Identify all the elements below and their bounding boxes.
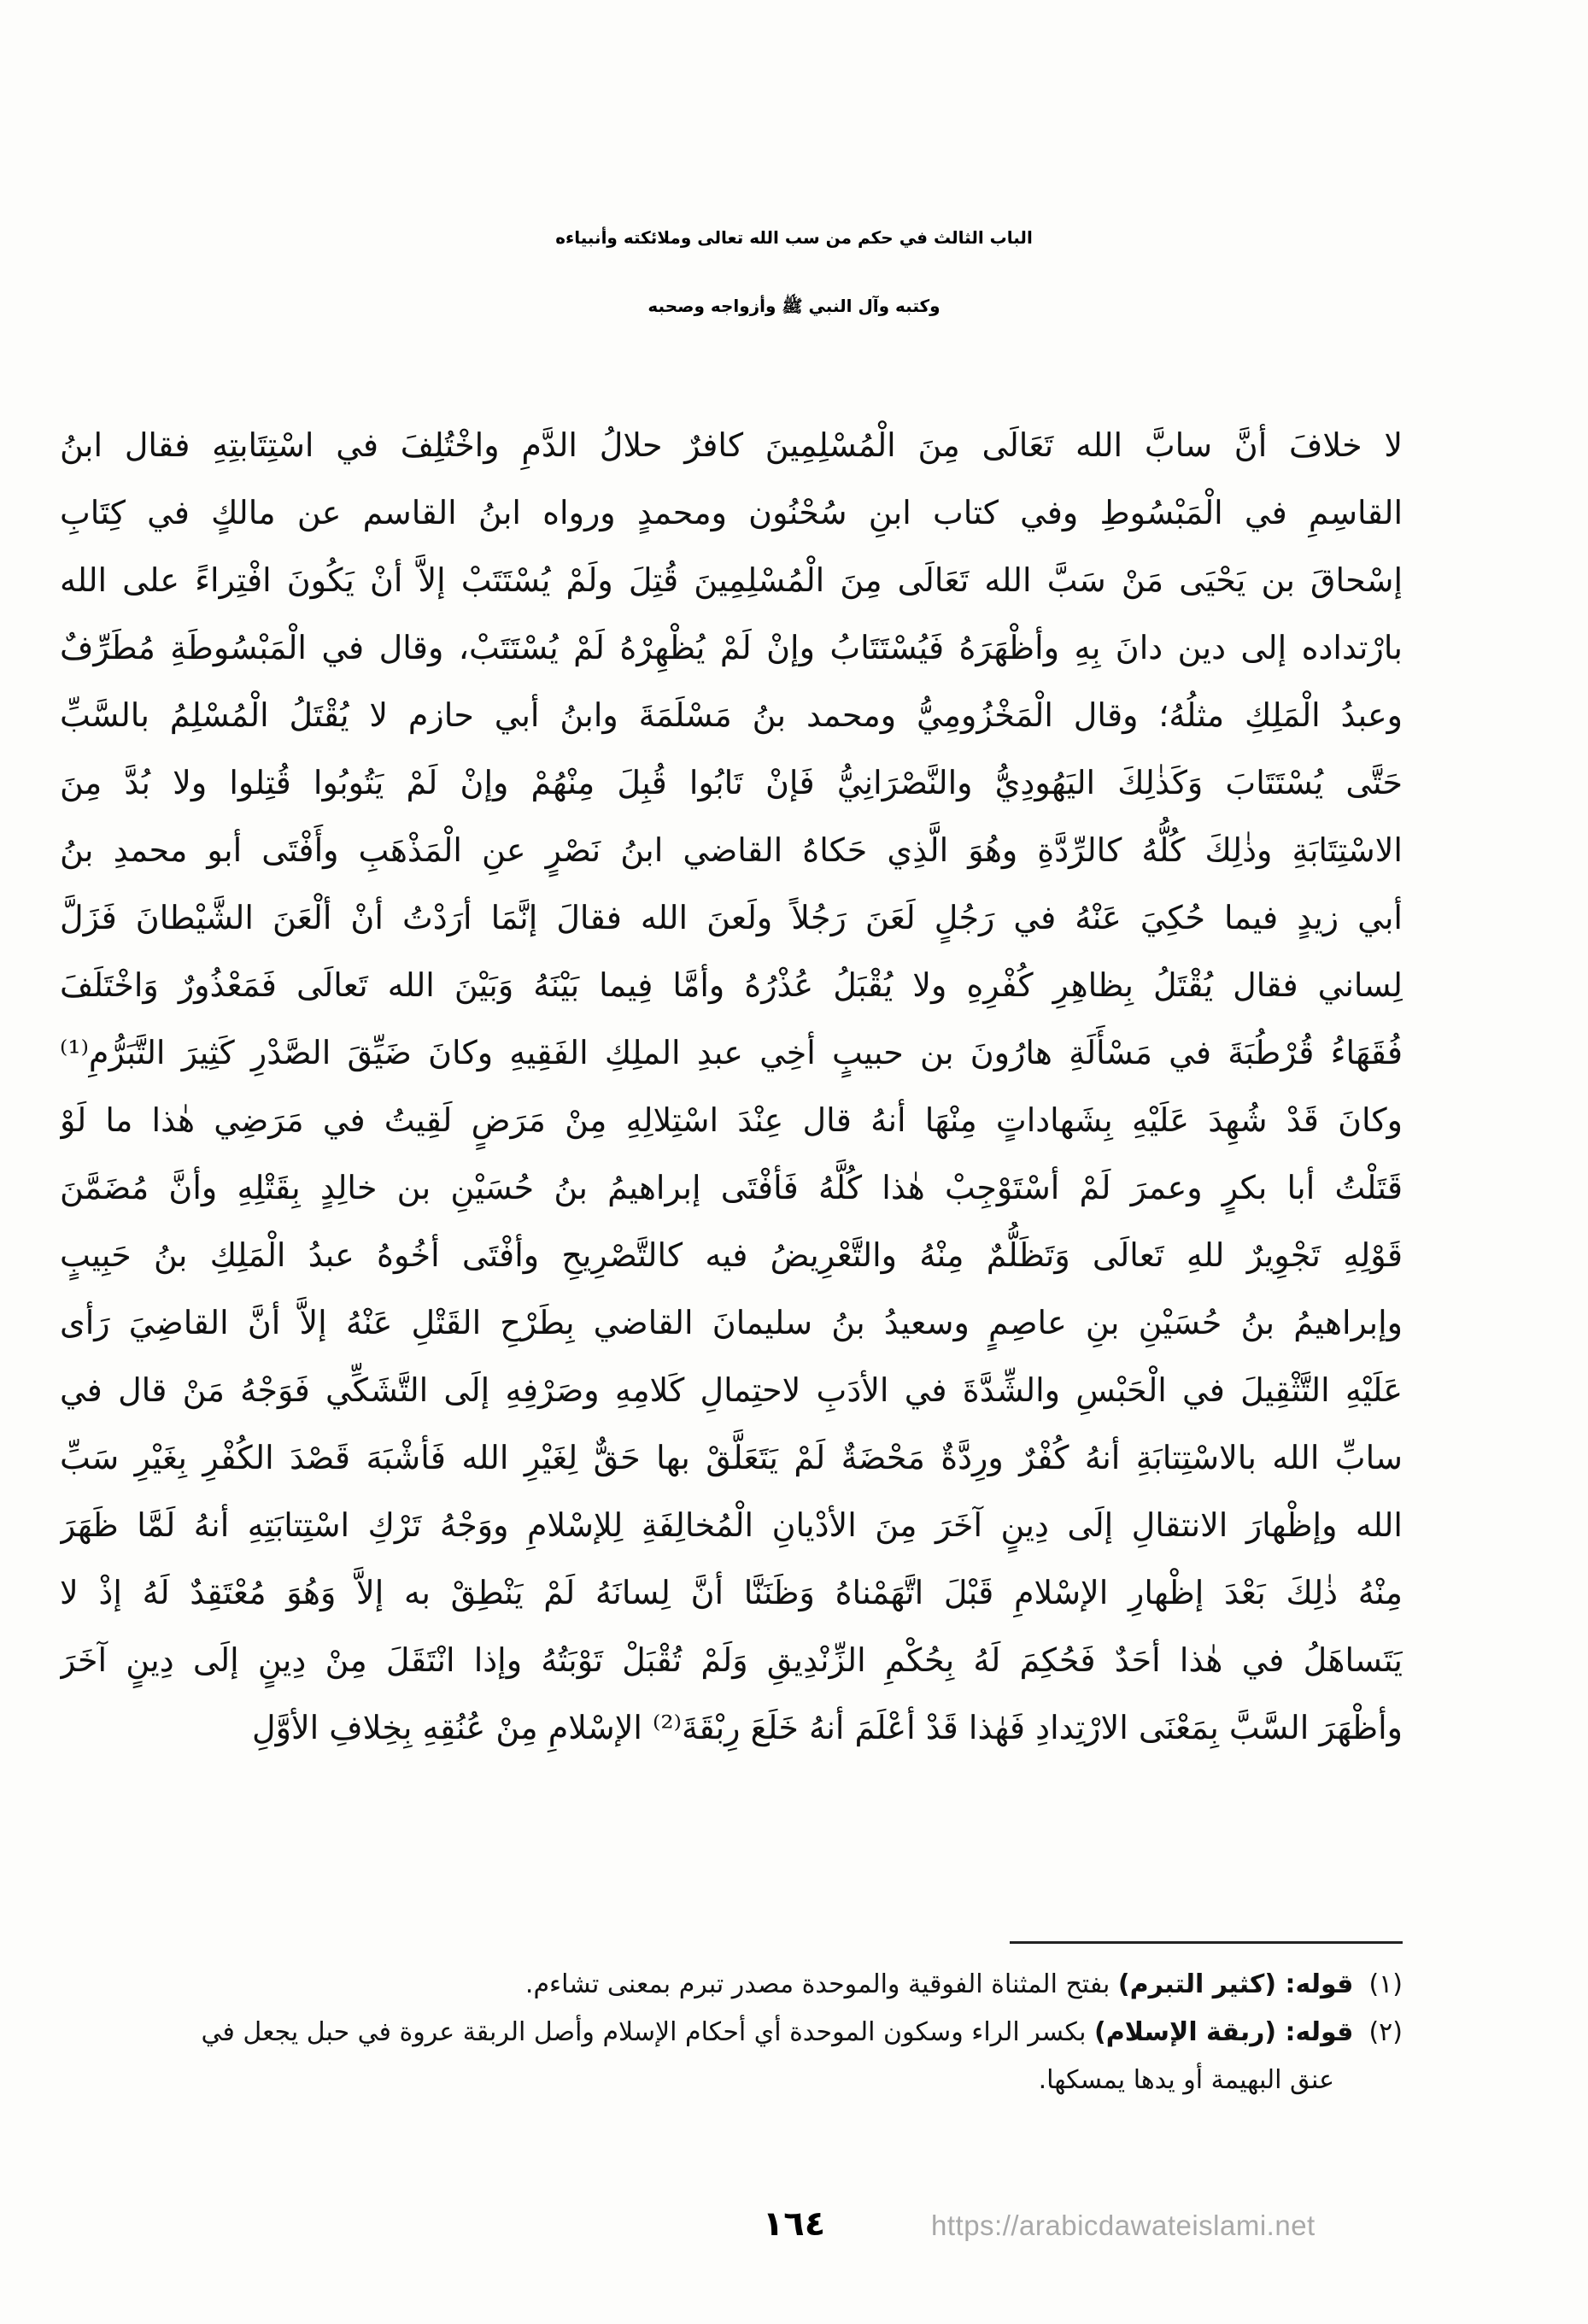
body-line: قَتَلْتُ أبا بكرٍ وعمرَ لَمْ أسْتَوْجِبْ هٰذا كُلَّهُ فَأفْتَى إبراهيمُ بنُ حُسَيْنِ بن خالِدٍ بِقَتْلِهِ وأنَّ مُضَمَّنَ: [60, 1169, 1403, 1206]
body-line: لا خلافَ أنَّ سابَّ الله تَعَالَى مِنَ الْمُسْلِمِينَ كافرٌ حلالُ الدَّمِ واخْتُلِفَ في اسْتِتَابتِهِ فقال ابنُ: [60, 426, 1403, 464]
body-line: بارْتداده إلى دين دانَ بِهِ وأظْهَرَهُ فَيُسْتَتَابُ وإنْ لَمْ يُظْهِرْهُ لَمْ يُسْتَتَبْ، وقال في الْمَبْسُوطَةِ مُطَرِّفٌ: [60, 629, 1403, 666]
footnote-number: (٢): [1368, 2017, 1403, 2047]
chapter-heading-line-1: الباب الثالث في حكم من سب الله تعالى وملائكته وأنبياءه: [555, 227, 1033, 248]
body-line: مِنْهُ ذٰلِكَ بَعْدَ إظْهارِ الإسْلامِ قَبْلَ اتَّهَمْناهُ وَظَنَنَّا أنَّ لِسانَهُ لَمْ يَنْطِقْ به إلاَّ وَهُوَ مُعْتَقِدٌ لَهُ إذْ لا: [60, 1574, 1403, 1611]
body-line: القاسِمِ في الْمَبْسُوطِ وفي كتاب ابنِ سُحْنُون ومحمدٍ ورواه ابنُ القاسم عن مالكٍ في كِتَابِ: [60, 494, 1403, 531]
body-line: قَوْلِهِ تَجْوِيرٌ للهِ تَعالَى وَتَظَلُّمٌ مِنْهُ والتَّعْرِيضُ فيه كالتَّصْرِيحِ وأفْتَى أخُوهُ عبدُ الْمَلِكِ بنُ حَبِيبٍ: [60, 1236, 1403, 1274]
body-line: وأظْهَرَ السَّبَّ بِمَعْنَى الارْتِدادِ فَهٰذا قَدْ أعْلَمَ أنهُ خَلَعَ رِبْقَةَ⁽²⁾ الإسْلامِ مِنْ عُنُقِهِ بِخِلافِ الأوَّلِ: [252, 1709, 1403, 1746]
body-line: وإبراهيمُ بنُ حُسَيْنِ بنِ عاصِمٍ وسعيدُ بنُ سليمانَ القاضي بِطَرْحِ القَتْلِ عَنْهُ إلاَّ أنَّ القاضِيَ رَأى: [60, 1304, 1403, 1341]
body-line: حَتَّى يُسْتَتَابَ وَكَذٰلِكَ اليَهُودِيُّ والنَّصْرَانِيُّ فَإنْ تَابُوا قُبِلَ مِنْهُمْ وإنْ لَمْ يَتُوبُوا قُتِلوا ولا بُدَّ مِنَ: [60, 764, 1403, 801]
footnote-2: [60, 2009, 1403, 2104]
body-line: لِساني فقال يُقْتَلُ بِظاهِرِ كُفْرِهِ ولا يُقْبَلُ عُذْرُهُ وأمَّا فِيما بَيْنَهُ وَبَيْنَ الله تَعالَى فَمَعْذُورٌ وَاخْتَلَفَ: [60, 966, 1403, 1004]
body-line: الاسْتِتَابَةِ وذٰلِكَ كُلُّهُ كالرِّدَّةِ وهُوَ الَّذِي حَكاهُ القاضي ابنُ نَصْرٍ عنِ الْمَذْهَبِ وأَفْتَى أبو محمدِ بنُ: [60, 831, 1403, 869]
footnote-continuation: عنق البهيمة أو يدها يمسكها.: [1038, 2065, 1334, 2095]
body-line: فُقَهَاءُ قُرْطُبَةَ في مَسْأَلَةِ هارُونَ بن حبيبٍ أخِي عبدِ الملِكِ الفَقِيهِ وكانَ ضَيِّقَ الصَّدْرِ كَثِيرَ التَّبَرُّمِ⁽¹⁾: [60, 1034, 1403, 1071]
footnote-1: [60, 1961, 1403, 2009]
footnote-text: بفتح المثناة الفوقية والموحدة مصدر تبرم بمعنى تشاءم.: [524, 1969, 1118, 1999]
footnotes: [60, 1961, 1403, 2104]
body-line: وعبدُ الْمَلِكِ مثلُهُ؛ وقال الْمَخْزُومِيُّ ومحمد بنُ مَسْلَمَةَ وابنُ أبي حازم لا يُقْتَلُ الْمُسْلِمُ بالسَّبِّ: [60, 696, 1403, 734]
body-line: عَلَيْهِ التَّثْقِيلَ في الْحَبْسِ والشِّدَّةَ في الأدَبِ لاحتِمالِ كَلامِهِ وصَرْفِهِ إلَى التَّشَكِّي فَوَجْهُ مَنْ قال في: [60, 1371, 1403, 1409]
body-line: وكانَ قَدْ شُهِدَ عَلَيْهِ بِشَهاداتٍ مِنْهَا أنهُ قال عِنْدَ اسْتِلالِهِ مِنْ مَرَضٍ لَقِيتُ في مَرَضِي هٰذا ما لَوْ: [60, 1101, 1403, 1139]
body-line: أبي زيدٍ فيما حُكِيَ عَنْهُ في رَجُلٍ لَعَنَ رَجُلاً ولَعنَ الله فقالَ إنَّمَا أرَدْتُ أنْ ألْعَنَ الشَّيْطانَ فَزَلَّ: [60, 899, 1403, 936]
footnote-text: بكسر الراء وسكون الموحدة أي أحكام الإسلام وأصل الربقة عروة في حبل يجعل في: [201, 2017, 1094, 2047]
page-number: ١٦٤: [762, 2204, 826, 2244]
footnote-divider: [1010, 1941, 1403, 1944]
chapter-heading: [0, 203, 1588, 340]
body-line: سابِّ الله بالاسْتِتابَةِ أنهُ كُفْرٌ ورِدَّةٌ مَحْضَةٌ لَمْ يَتَعَلَّقْ بها حَقٌّ لِغَيْرِ الله فَأشْبَهَ قَصْدَ الكُفْرِ بِغَيْرِ سَبِّ: [60, 1439, 1403, 1476]
body-text: [60, 412, 1403, 1762]
footnote-number: (١): [1368, 1969, 1403, 1999]
body-line: إسْحاقَ بن يَحْيَى مَنْ سَبَّ الله تَعَالَى مِنَ الْمُسْلِمِينَ قُتِلَ ولَمْ يُسْتَتَبْ إلاَّ أنْ يَكُونَ افْتِراءً على الله: [60, 561, 1403, 599]
chapter-heading-line-2: وكتبه وآل النبي ﷺ وأزواجه وصحبه: [648, 296, 940, 316]
footnote-heading: قوله: (كثير التبرم): [1117, 1969, 1354, 1999]
body-line: يَتَساهَلُ في هٰذا أحَدٌ فَحُكِمَ لَهُ بِحُكْمِ الزِّنْدِيقِ وَلَمْ تُقْبَلْ تَوْبَتُهُ وإذا انْتَقَلَ مِنْ دِينٍ إلَى دِينٍ آخَرَ: [60, 1641, 1403, 1679]
body-line: الله وإظْهارَ الانتقالِ إلَى دِينٍ آخَرَ مِنَ الأدْيانِ الْمُخالِفَةِ لِلإسْلامِ ووَجْهُ تَرْكِ اسْتِتابَتِهِ أنهُ لَمَّا ظَهَرَ: [60, 1506, 1403, 1544]
footnote-heading: قوله: (ربقة الإسلام): [1094, 2017, 1354, 2047]
watermark-url: https://arabicdawateislami.net: [931, 2210, 1316, 2241]
